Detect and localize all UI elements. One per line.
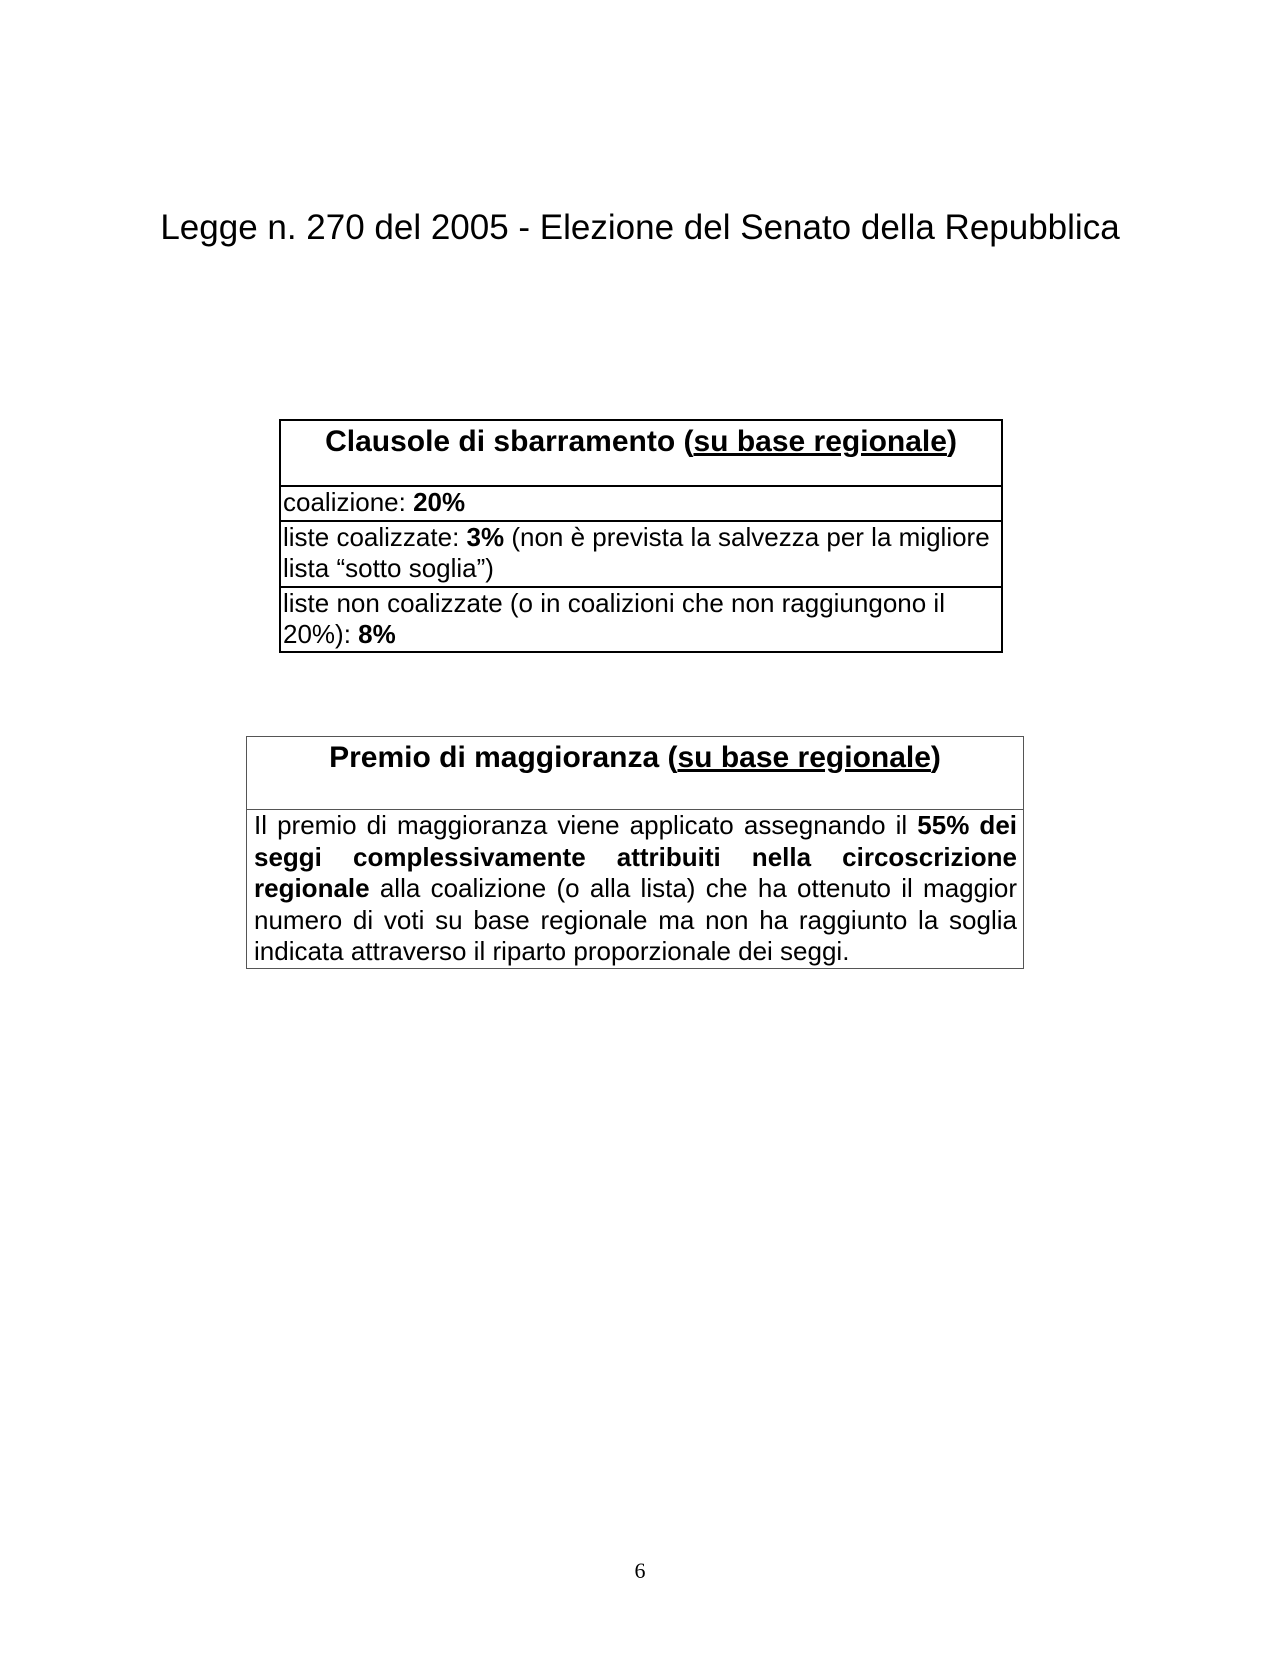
premio-heading bbox=[247, 737, 1023, 775]
sbarramento-row-coalizione bbox=[280, 486, 1002, 521]
premio-heading-prefix: Premio di maggioranza ( bbox=[329, 741, 678, 774]
premio-table bbox=[246, 736, 1024, 969]
row-label: liste non coalizzate (o in coalizioni che non raggiungono il 20%): bbox=[283, 588, 945, 649]
row-value: 8% bbox=[358, 619, 396, 649]
sbarramento-table bbox=[279, 419, 1003, 653]
premio-heading-suffix: ) bbox=[930, 741, 941, 774]
premio-body-bold: 55% dei seggi complessivamente attribuiti nella circoscrizione regionale bbox=[254, 810, 1018, 903]
row-label: coalizione: bbox=[283, 487, 414, 517]
sbarramento-heading bbox=[281, 421, 1001, 459]
premio-heading-underlined: su base regionale bbox=[677, 741, 931, 774]
row-label: liste coalizzate: bbox=[283, 522, 467, 552]
page-title: Legge n. 270 del 2005 - Elezione del Senato della Repubblica bbox=[160, 208, 1120, 247]
sbarramento-row-liste-non-coalizzate bbox=[280, 587, 1002, 652]
premio-heading-cell bbox=[247, 737, 1024, 810]
sbarramento-heading-cell bbox=[280, 420, 1002, 486]
sbarramento-heading-prefix: Clausole di sbarramento ( bbox=[325, 425, 694, 458]
sbarramento-heading-underlined: su base regionale bbox=[693, 425, 947, 458]
row-note: (non è prevista la salvezza per la migliore lista “sotto soglia”) bbox=[283, 522, 990, 583]
row-value: 3% bbox=[466, 522, 505, 552]
premio-body-rest: alla coalizione (o alla lista) che ha ottenuto il maggior numero di voti su base regionale ma non ha raggiunto la soglia indicata attraverso il riparto proporzionale dei seggi. bbox=[254, 873, 1017, 966]
page-number: 6 bbox=[634, 1558, 646, 1583]
sbarramento-row-liste-coalizzate bbox=[280, 521, 1002, 587]
row-value: 20% bbox=[413, 487, 466, 517]
sbarramento-heading-suffix: ) bbox=[946, 425, 957, 458]
premio-body-intro: Il premio di maggioranza viene applicato assegnando il bbox=[254, 810, 918, 840]
premio-body bbox=[247, 810, 1024, 969]
